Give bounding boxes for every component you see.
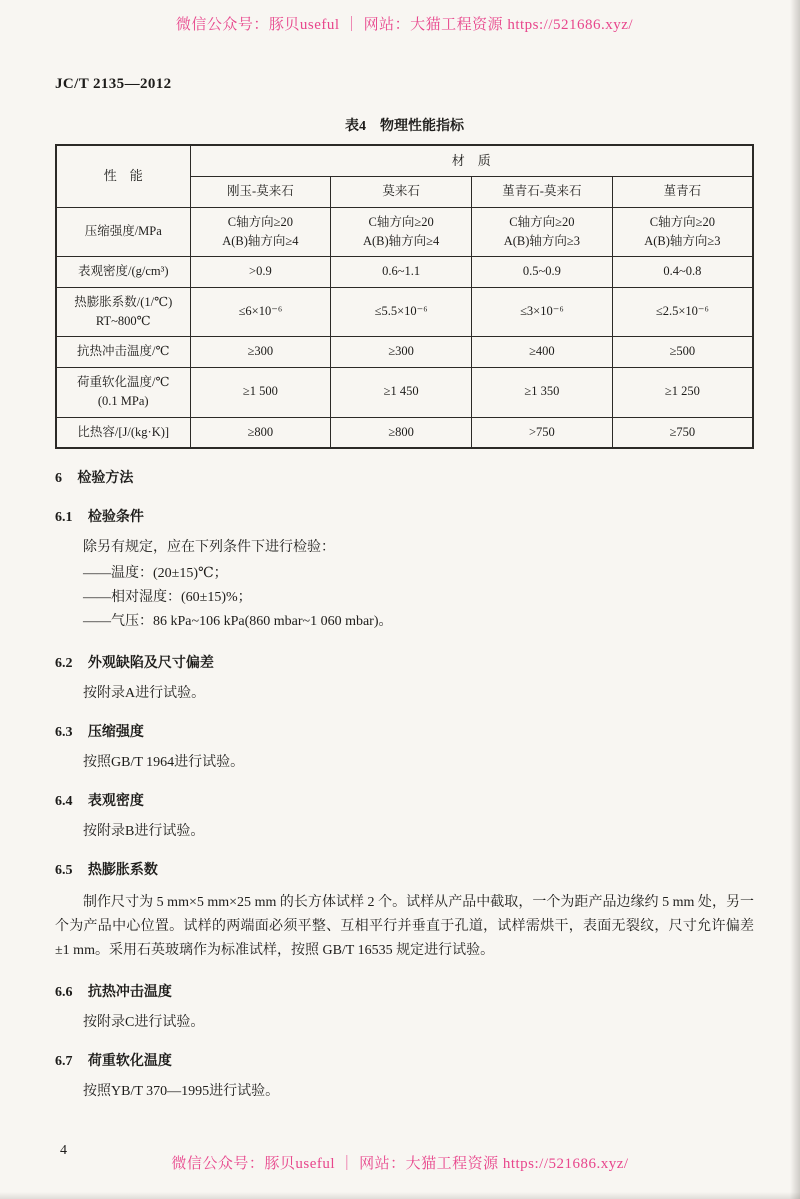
- row-label: 抗热冲击温度/℃: [56, 337, 190, 367]
- section-6-5-body: 制作尺寸为 5 mm×5 mm×25 mm 的长方体试样 2 个。试样从产品中截取，一个为距产品边缘约 5 mm 处，另一个为产品中心位置。试样的两端面必须平整、互相平行并垂直于孔道，试样需烘干，表面无裂纹，尺寸允许偏差 ±1 mm。采用石英玻璃作为标准试样，按照 GB/T 16535 规定进行试验。: [55, 894, 754, 958]
- table-row-specific-heat: [56, 417, 753, 448]
- section-number: 6.4: [55, 793, 73, 809]
- watermark-top: 微信公众号：豚贝useful ｜ 网站：大猫工程资源 https://521686.xyz/: [175, 17, 634, 33]
- table-row-thermal-expansion: [56, 287, 753, 337]
- doc-code: JC/T 2135—2012: [55, 76, 172, 92]
- section-title: 抗热冲击温度: [87, 984, 172, 1000]
- row-label: 热膨胀系数/(1/℃) RT~800℃: [56, 287, 190, 337]
- table-header-row-1: [56, 145, 753, 177]
- table-title: 表4 物理性能指标: [345, 119, 464, 134]
- section-6-3-body: 按照GB/T 1964进行试验。: [83, 754, 245, 770]
- table-cell: 0.6~1.1: [331, 257, 472, 287]
- section-6-4-body: 按附录B进行试验。: [83, 823, 205, 839]
- table-cell: >750: [472, 417, 613, 448]
- table-cell: ≤2.5×10⁻⁶: [612, 287, 753, 337]
- section-number: 6.5: [55, 862, 73, 878]
- table-material-col-4: 堇青石: [612, 177, 753, 207]
- section-title: 表观密度: [87, 793, 144, 809]
- page-number: 4: [60, 1143, 67, 1158]
- table-cell: ≥500: [612, 337, 753, 367]
- section-title: 外观缺陷及尺寸偏差: [87, 655, 214, 671]
- row-label: 荷重软化温度/℃ (0.1 MPa): [56, 367, 190, 417]
- section-number: 6.2: [55, 655, 73, 671]
- section-number: 6.6: [55, 984, 73, 1000]
- section-6-6-body: 按附录C进行试验。: [83, 1014, 205, 1030]
- table-cell: 0.5~0.9: [472, 257, 613, 287]
- table-cell: ≥400: [472, 337, 613, 367]
- condition-item-pressure: ——气压：86 kPa~106 kPa(860 mbar~1 060 mbar)。: [83, 613, 393, 629]
- table-material-header: 材 质: [190, 145, 753, 177]
- table-row-apparent-density: [56, 257, 753, 287]
- table-cell: ≥800: [190, 417, 331, 448]
- section-6-1-intro: 除另有规定，应在下列条件下进行检验：: [83, 539, 335, 555]
- section-heading-6-2: [55, 654, 754, 673]
- section-number: 6: [55, 470, 62, 486]
- table-cell: C轴方向≥20 A(B)轴方向≥3: [612, 207, 753, 257]
- table-cell: ≥300: [190, 337, 331, 367]
- section-heading-6-3: [55, 723, 754, 742]
- condition-list: [55, 562, 754, 634]
- table-material-col-2: 莫来石: [331, 177, 472, 207]
- section-title: 检验条件: [87, 509, 144, 525]
- section-heading-6-4: [55, 792, 754, 811]
- table-cell: ≥1 350: [472, 367, 613, 417]
- section-heading-6-5: [55, 861, 754, 880]
- page-footer: [0, 1143, 800, 1173]
- table-cell: >0.9: [190, 257, 331, 287]
- table-cell: ≥300: [331, 337, 472, 367]
- section-heading-6: [55, 469, 754, 488]
- table-cell: ≤6×10⁻⁶: [190, 287, 331, 337]
- table-row-thermal-shock: [56, 337, 753, 367]
- table-cell: ≤3×10⁻⁶: [472, 287, 613, 337]
- scan-edge-bottom: [0, 1192, 800, 1199]
- row-label: 压缩强度/MPa: [56, 207, 190, 257]
- section-heading-6-6: [55, 983, 754, 1002]
- condition-item-temperature: ——温度：(20±15)℃；: [83, 565, 228, 581]
- section-heading-6-1: [55, 508, 754, 527]
- section-heading-6-7: [55, 1052, 754, 1071]
- table-material-col-1: 刚玉-莫来石: [190, 177, 331, 207]
- watermark-bottom: 微信公众号：豚贝useful ｜ 网站：大猫工程资源 https://521686.xyz/: [171, 1156, 629, 1172]
- table-cell: 0.4~0.8: [612, 257, 753, 287]
- section-title: 检验方法: [77, 470, 134, 486]
- table-row-compressive-strength: [56, 207, 753, 257]
- table-cell: C轴方向≥20 A(B)轴方向≥3: [472, 207, 613, 257]
- section-number: 6.3: [55, 724, 73, 740]
- section-title: 荷重软化温度: [87, 1053, 172, 1069]
- table-cell: ≥1 250: [612, 367, 753, 417]
- physical-performance-table: [55, 144, 754, 449]
- section-title: 压缩强度: [87, 724, 144, 740]
- row-label: 比热容/[J/(kg·K)]: [56, 417, 190, 448]
- table-cell: ≤5.5×10⁻⁶: [331, 287, 472, 337]
- table-cell: C轴方向≥20 A(B)轴方向≥4: [190, 207, 331, 257]
- condition-item-humidity: ——相对湿度：(60±15)%；: [83, 589, 252, 605]
- section-title: 热膨胀系数: [87, 862, 158, 878]
- table-row-load-softening: [56, 367, 753, 417]
- table-cell: C轴方向≥20 A(B)轴方向≥4: [331, 207, 472, 257]
- row-label: 表观密度/(g/cm³): [56, 257, 190, 287]
- table-cell: ≥800: [331, 417, 472, 448]
- table-cell: ≥750: [612, 417, 753, 448]
- table-corner-property: 性 能: [56, 145, 190, 207]
- table-cell: ≥1 450: [331, 367, 472, 417]
- table-cell: ≥1 500: [190, 367, 331, 417]
- section-6-7-body: 按照YB/T 370—1995进行试验。: [83, 1083, 280, 1099]
- section-number: 6.1: [55, 509, 73, 525]
- section-number: 6.7: [55, 1053, 73, 1069]
- table-material-col-3: 堇青石-莫来石: [472, 177, 613, 207]
- section-6-2-body: 按附录A进行试验。: [83, 685, 206, 701]
